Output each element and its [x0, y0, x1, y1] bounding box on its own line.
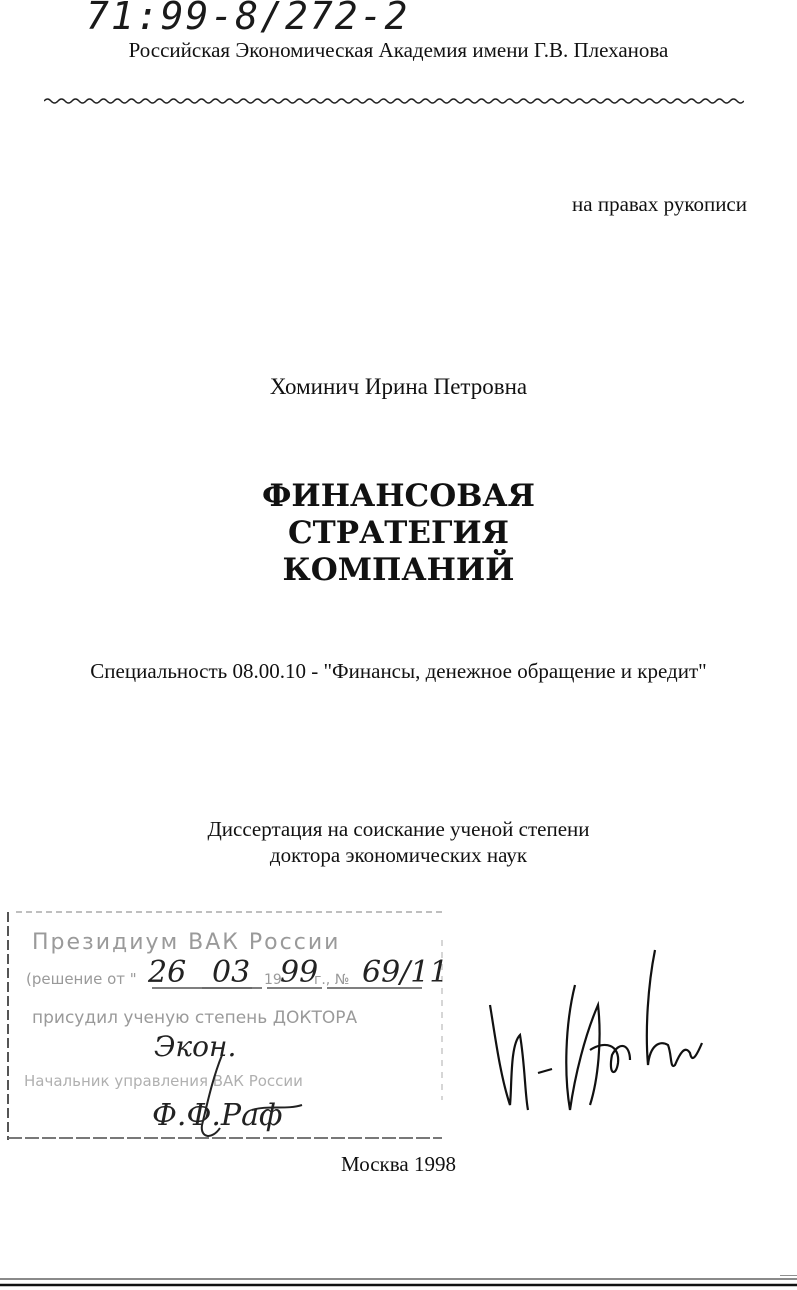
vak-stamp [2, 900, 452, 1145]
stamp-field: Экон. [154, 1030, 237, 1063]
stamp-day: 26 [148, 955, 187, 990]
stamp-year-prefix: 19 [264, 972, 282, 988]
author-signature-icon [480, 945, 710, 1120]
catalog-number: 71:99-8/272-2 [86, 0, 410, 38]
author-name: Хоминич Ирина Петровна [269, 374, 528, 399]
stamp-number: 69/11 [362, 955, 449, 990]
stamp-line: присудил ученую степень ДОКТОРА [32, 1008, 358, 1028]
stamp-initials: Ф.Ф.Раф [152, 1098, 283, 1133]
stamp-handwriting [152, 1050, 332, 1145]
manuscript-note: на правах рукописи [572, 192, 747, 216]
title-line: ФИНАНСОВАЯ [262, 478, 535, 514]
city-year: Москва 1998 [341, 1152, 456, 1176]
institution-name: Российская Экономическая Академия имени Г.В. Плеханова [128, 38, 669, 62]
dissertation-title [0, 478, 797, 589]
stamp-year: 99 [280, 955, 319, 990]
title-line: КОМПАНИЙ [282, 552, 515, 588]
degree-statement [0, 816, 797, 868]
stamp-line: (решение от " [26, 970, 137, 988]
wavy-divider [44, 96, 744, 106]
stamp-month: 03 [212, 955, 251, 990]
stamp-line: Президиум ВАК России [32, 930, 341, 955]
degree-line: Диссертация на соискание ученой степени [207, 817, 590, 841]
stamp-line: Начальник управления ВАК России [24, 1072, 303, 1090]
title-line: СТРАТЕГИЯ [287, 515, 510, 551]
stamp-number-label: г., № [314, 972, 350, 988]
specialty-line: Специальность 08.00.10 - "Финансы, денежное обращение и кредит" [90, 659, 707, 683]
scan-edge [0, 1275, 797, 1289]
degree-line: доктора экономических наук [269, 843, 528, 867]
